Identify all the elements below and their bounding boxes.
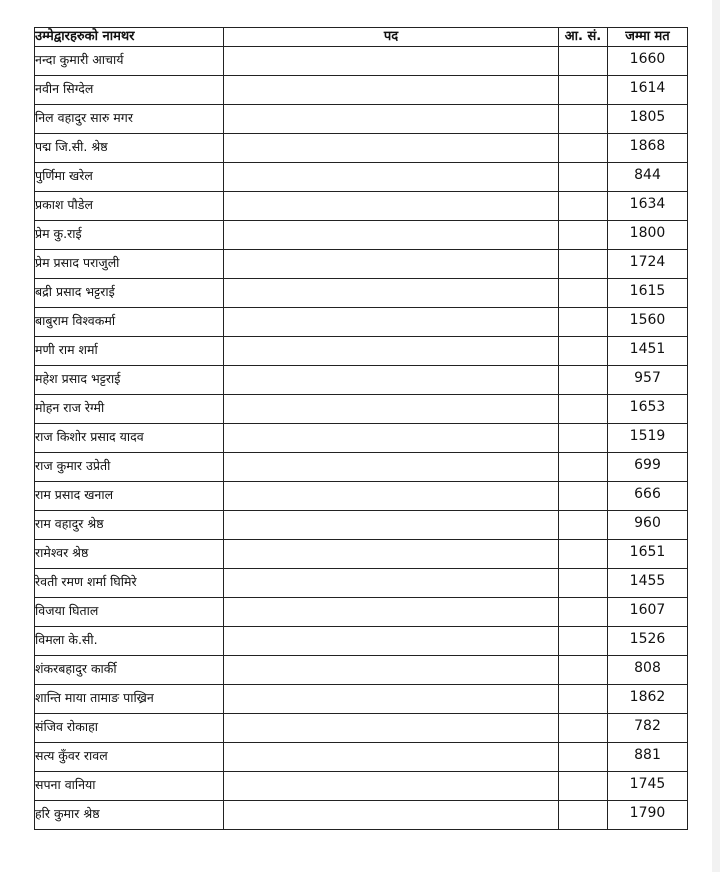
post-cell: [224, 221, 559, 250]
post-cell: [224, 801, 559, 830]
symbol-cell: [559, 221, 608, 250]
candidate-name: प्रेम प्रसाद पराजुली: [35, 250, 224, 279]
table-row: [35, 279, 688, 308]
post-cell: [224, 250, 559, 279]
table-row: [35, 511, 688, 540]
total-votes: 1607: [608, 598, 688, 627]
post-cell: [224, 482, 559, 511]
table-row: [35, 47, 688, 76]
candidate-name: विजया घिताल: [35, 598, 224, 627]
symbol-cell: [559, 598, 608, 627]
symbol-cell: [559, 656, 608, 685]
candidate-name: राज किशोर प्रसाद यादव: [35, 424, 224, 453]
table-row: [35, 134, 688, 163]
symbol-cell: [559, 105, 608, 134]
post-cell: [224, 134, 559, 163]
table-row: [35, 482, 688, 511]
post-cell: [224, 337, 559, 366]
symbol-cell: [559, 482, 608, 511]
post-cell: [224, 511, 559, 540]
total-votes: 1451: [608, 337, 688, 366]
candidate-name: नन्दा कुमारी आचार्य: [35, 47, 224, 76]
symbol-cell: [559, 337, 608, 366]
symbol-cell: [559, 743, 608, 772]
table-header-row: [35, 28, 688, 47]
candidate-name: राम प्रसाद खनाल: [35, 482, 224, 511]
post-cell: [224, 105, 559, 134]
post-cell: [224, 540, 559, 569]
table-row: [35, 163, 688, 192]
total-votes: 957: [608, 366, 688, 395]
candidate-name: नवीन सिग्देल: [35, 76, 224, 105]
candidate-name: निल वहादुर सारु मगर: [35, 105, 224, 134]
table-row: [35, 685, 688, 714]
symbol-cell: [559, 134, 608, 163]
total-votes: 1651: [608, 540, 688, 569]
symbol-cell: [559, 714, 608, 743]
table-row: [35, 395, 688, 424]
symbol-cell: [559, 801, 608, 830]
table-row: [35, 540, 688, 569]
symbol-cell: [559, 772, 608, 801]
table-row: [35, 772, 688, 801]
table-row: [35, 337, 688, 366]
table-row: [35, 801, 688, 830]
table-body: [35, 47, 688, 830]
total-votes: 1868: [608, 134, 688, 163]
candidate-name: प्रेम कु.राई: [35, 221, 224, 250]
post-cell: [224, 192, 559, 221]
header-total-votes: जम्मा मत: [608, 28, 688, 47]
table-row: [35, 105, 688, 134]
total-votes: 881: [608, 743, 688, 772]
total-votes: 1862: [608, 685, 688, 714]
table-row: [35, 221, 688, 250]
table-row: [35, 76, 688, 105]
post-cell: [224, 76, 559, 105]
total-votes: 1653: [608, 395, 688, 424]
post-cell: [224, 598, 559, 627]
symbol-cell: [559, 308, 608, 337]
candidate-name: रेवती रमण शर्मा घिमिरे: [35, 569, 224, 598]
table-row: [35, 366, 688, 395]
post-cell: [224, 308, 559, 337]
post-cell: [224, 366, 559, 395]
total-votes: 1614: [608, 76, 688, 105]
total-votes: 1800: [608, 221, 688, 250]
candidate-name: विमला के.सी.: [35, 627, 224, 656]
total-votes: 1745: [608, 772, 688, 801]
symbol-cell: [559, 424, 608, 453]
header-candidate-name: उम्मेद्वारहरुको नामथर: [35, 28, 224, 47]
symbol-cell: [559, 279, 608, 308]
post-cell: [224, 424, 559, 453]
table-row: [35, 453, 688, 482]
post-cell: [224, 685, 559, 714]
candidate-name: शंकरबहादुर कार्की: [35, 656, 224, 685]
candidate-name: पद्म जि.सी. श्रेष्ठ: [35, 134, 224, 163]
symbol-cell: [559, 540, 608, 569]
table-row: [35, 308, 688, 337]
total-votes: 1790: [608, 801, 688, 830]
total-votes: 782: [608, 714, 688, 743]
header-symbol: आ. सं.: [559, 28, 608, 47]
table-row: [35, 627, 688, 656]
candidate-name: मणी राम शर्मा: [35, 337, 224, 366]
symbol-cell: [559, 627, 608, 656]
total-votes: 808: [608, 656, 688, 685]
post-cell: [224, 453, 559, 482]
candidate-name: संजिव रोकाहा: [35, 714, 224, 743]
symbol-cell: [559, 395, 608, 424]
total-votes: 1519: [608, 424, 688, 453]
post-cell: [224, 279, 559, 308]
candidate-name: हरि कुमार श्रेष्ठ: [35, 801, 224, 830]
candidate-name: सत्य कुँवर रावल: [35, 743, 224, 772]
table-row: [35, 714, 688, 743]
post-cell: [224, 163, 559, 192]
post-cell: [224, 47, 559, 76]
total-votes: 699: [608, 453, 688, 482]
candidate-name: महेश प्रसाद भट्टराई: [35, 366, 224, 395]
candidate-name: पुर्णिमा खरेल: [35, 163, 224, 192]
candidate-name: राम वहादुर श्रेष्ठ: [35, 511, 224, 540]
symbol-cell: [559, 366, 608, 395]
table-row: [35, 656, 688, 685]
symbol-cell: [559, 192, 608, 221]
total-votes: 666: [608, 482, 688, 511]
post-cell: [224, 395, 559, 424]
symbol-cell: [559, 250, 608, 279]
post-cell: [224, 627, 559, 656]
candidate-votes-table: [34, 27, 688, 830]
symbol-cell: [559, 569, 608, 598]
candidate-name: प्रकाश पौडेल: [35, 192, 224, 221]
symbol-cell: [559, 76, 608, 105]
table-row: [35, 192, 688, 221]
total-votes: 1526: [608, 627, 688, 656]
candidate-name: रामेश्वर श्रेष्ठ: [35, 540, 224, 569]
table-row: [35, 569, 688, 598]
candidate-name: बद्री प्रसाद भट्टराई: [35, 279, 224, 308]
candidate-name: मोहन राज रेग्मी: [35, 395, 224, 424]
total-votes: 960: [608, 511, 688, 540]
post-cell: [224, 569, 559, 598]
post-cell: [224, 714, 559, 743]
post-cell: [224, 743, 559, 772]
candidate-name: शान्ति माया तामाङ पाख्रिन: [35, 685, 224, 714]
total-votes: 1805: [608, 105, 688, 134]
total-votes: 1724: [608, 250, 688, 279]
table-row: [35, 250, 688, 279]
symbol-cell: [559, 163, 608, 192]
total-votes: 844: [608, 163, 688, 192]
total-votes: 1560: [608, 308, 688, 337]
post-cell: [224, 772, 559, 801]
total-votes: 1660: [608, 47, 688, 76]
total-votes: 1634: [608, 192, 688, 221]
candidate-name: राज कुमार उप्रेती: [35, 453, 224, 482]
header-post: पद: [224, 28, 559, 47]
symbol-cell: [559, 453, 608, 482]
symbol-cell: [559, 685, 608, 714]
table-row: [35, 424, 688, 453]
symbol-cell: [559, 47, 608, 76]
candidate-name: बाबुराम विश्वकर्मा: [35, 308, 224, 337]
table-row: [35, 743, 688, 772]
total-votes: 1455: [608, 569, 688, 598]
post-cell: [224, 656, 559, 685]
table-row: [35, 598, 688, 627]
candidate-name: सपना वानिया: [35, 772, 224, 801]
total-votes: 1615: [608, 279, 688, 308]
symbol-cell: [559, 511, 608, 540]
